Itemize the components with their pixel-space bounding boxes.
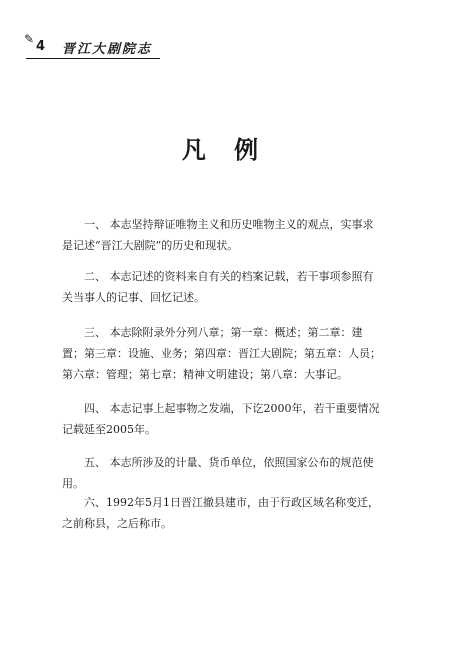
page-title: 凡 例 xyxy=(181,135,269,164)
paragraph-3: 三、 本志除附录外分列八章；第一章：概述；第二章：建置；第三章：设施、业务；第四章：晋江大剧院；第五章：人员；第六章：管理；第七章：精神文明建设；第八章：大事记。 xyxy=(62,326,381,381)
decorative-mark-icon: ✎ xyxy=(24,32,35,46)
paragraph-5: 五、 本志所涉及的计量、货币单位，依照国家公布的规范使用。 xyxy=(62,456,374,490)
paragraph-6: 六、1992年5月1日晋江撤县建市，由于行政区域名称变迁，之前称县，之后称市。 xyxy=(62,496,379,530)
paragraph-1: 一、 本志坚持辩证唯物主义和历史唯物主义的观点，实事求是记述“晋江大剧院”的历史和现状。 xyxy=(62,218,374,252)
running-header xyxy=(22,30,162,66)
book-title: 晋江大剧院志 xyxy=(62,42,153,57)
page-number: 4 xyxy=(36,39,46,54)
header-rule xyxy=(26,58,160,59)
paragraph-2: 二、 本志记述的资料来自有关的档案记载，若干事项参照有关当事人的记事、回忆记述。 xyxy=(62,270,374,304)
paragraph-4: 四、 本志记事上起事物之发端，下讫2000年，若干重要情况记载延至2005年。 xyxy=(62,402,380,436)
